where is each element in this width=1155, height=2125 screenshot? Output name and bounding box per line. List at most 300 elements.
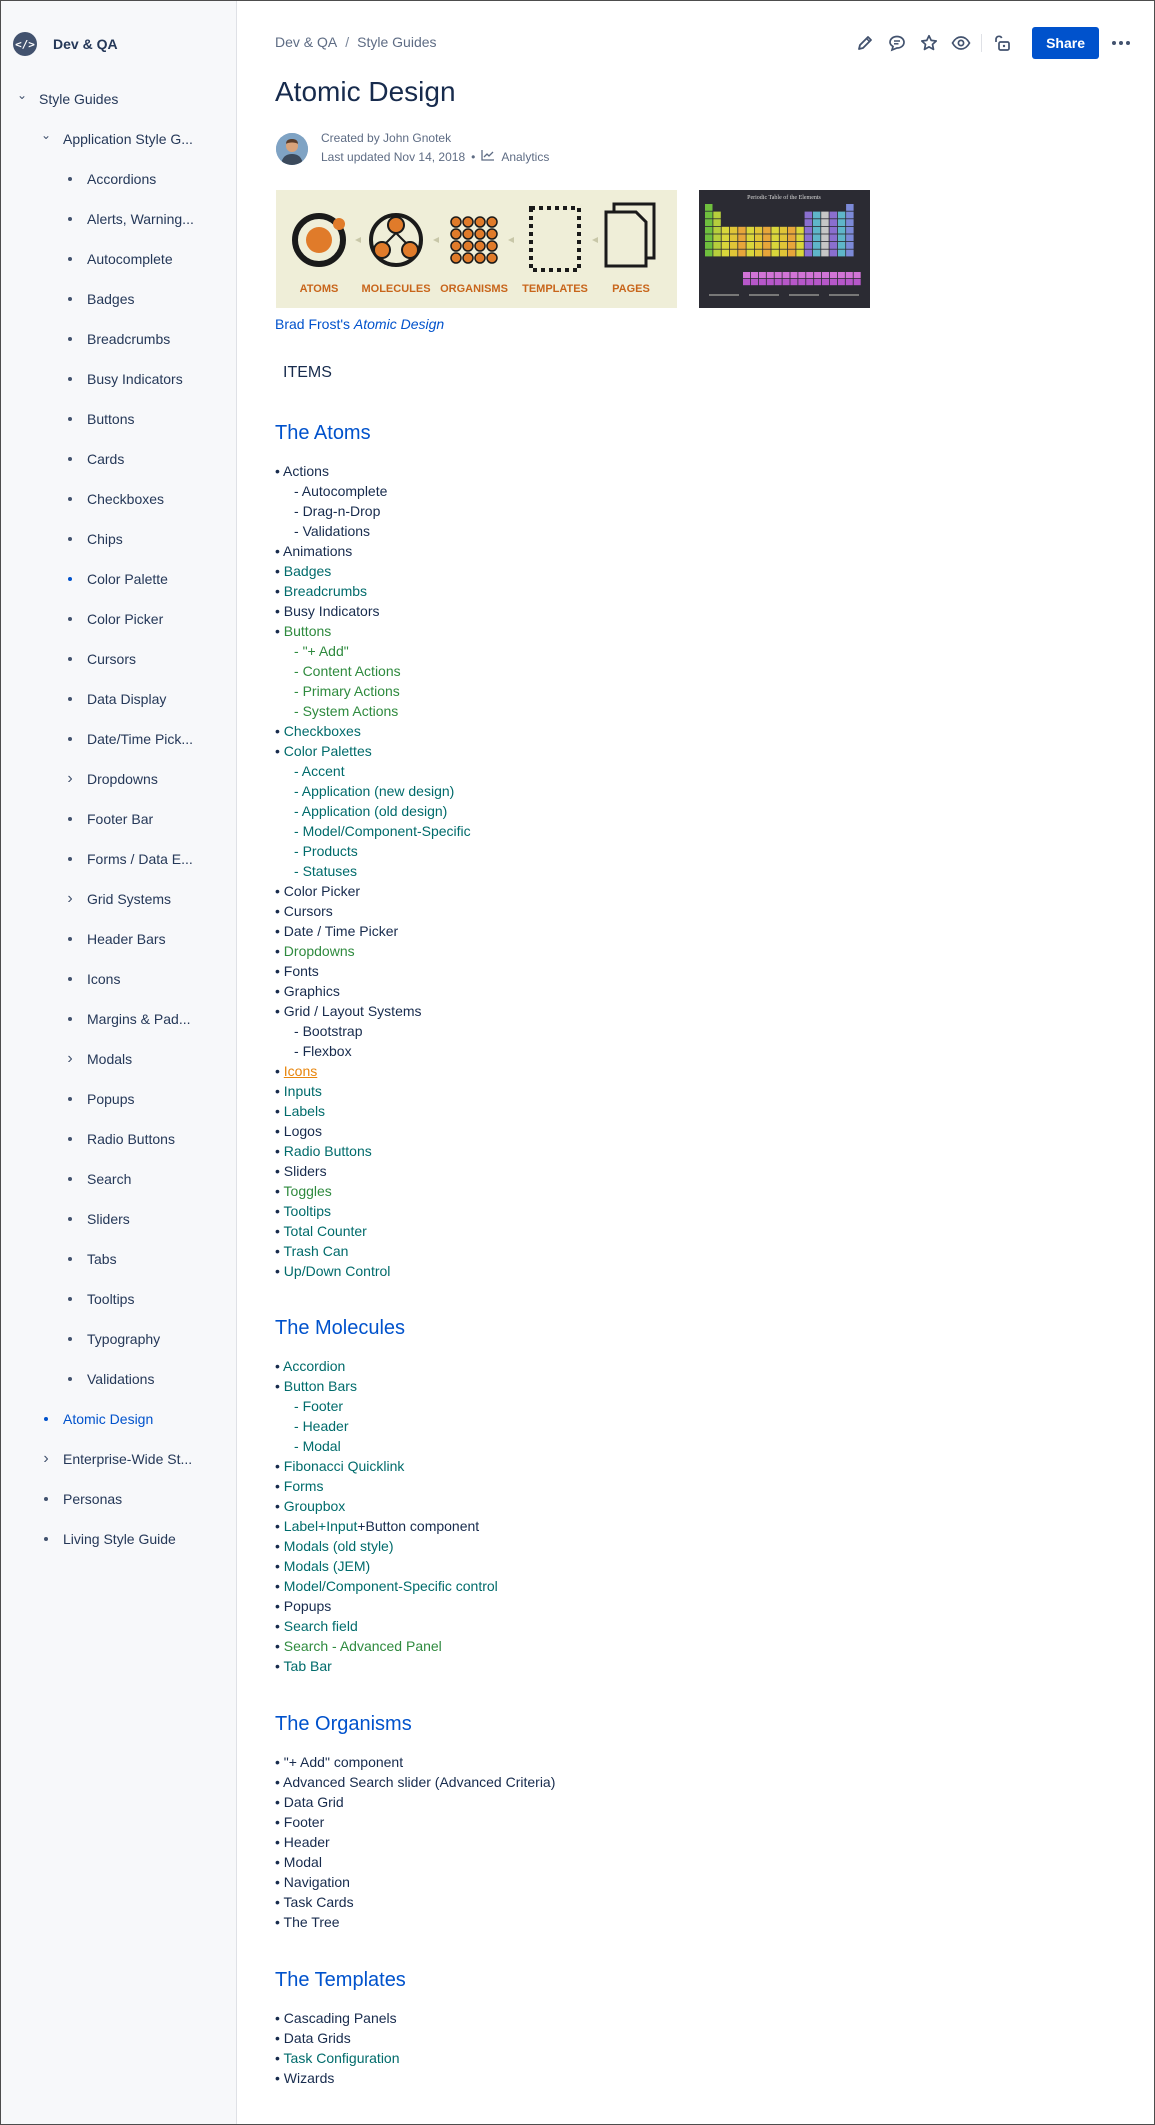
bullet-icon <box>63 817 77 821</box>
sidebar-item-label: Personas <box>63 1491 123 1507</box>
periodic-cell <box>854 272 861 278</box>
section-heading: The Organisms <box>275 1713 412 1735</box>
periodic-cell <box>830 234 838 241</box>
list-item <box>275 1516 479 1536</box>
bullet-icon <box>63 1177 77 1181</box>
list-item <box>275 1221 367 1241</box>
sidebar-item[interactable] <box>63 207 194 231</box>
bullet-marker: • <box>275 1123 284 1139</box>
list-item-text[interactable]: Color Palettes <box>283 743 372 759</box>
periodic-cell <box>854 279 861 285</box>
sidebar-item-label: Grid Systems <box>87 891 172 907</box>
list-item <box>275 1201 331 1221</box>
periodic-cell <box>838 250 846 257</box>
list-item-text[interactable]: Products <box>302 843 358 859</box>
bullet-icon <box>63 297 77 301</box>
restrictions-icon[interactable] <box>986 27 1018 59</box>
periodic-cell <box>830 219 838 226</box>
periodic-cell <box>830 250 838 257</box>
list-item <box>275 921 398 941</box>
bullet-marker: • <box>275 1003 284 1019</box>
bullet-marker: • <box>275 1794 284 1810</box>
periodic-cell <box>830 212 838 219</box>
list-item-text: Busy Indicators <box>283 603 380 619</box>
periodic-cell <box>822 272 829 278</box>
periodic-cell <box>755 234 763 241</box>
list-item-text[interactable]: Tab Bar <box>283 1658 332 1674</box>
list-item-text[interactable]: Groupbox <box>283 1498 346 1514</box>
list-item-text[interactable]: Radio Buttons <box>283 1143 372 1159</box>
bullet-icon <box>63 337 77 341</box>
periodic-cell <box>771 234 779 241</box>
image-label-pages: PAGES <box>612 283 650 295</box>
bullet-icon <box>63 1377 77 1381</box>
sidebar-item[interactable] <box>63 327 170 351</box>
periodic-cell <box>814 279 821 285</box>
chevron-right-icon[interactable]: › <box>67 1050 73 1067</box>
created-by: Created by John Gnotek <box>321 131 452 145</box>
periodic-cell <box>796 242 804 249</box>
caption-emphasis: Atomic Design <box>353 316 445 332</box>
list-item <box>275 2068 334 2088</box>
sidebar-item-label: Validations <box>87 1371 155 1387</box>
list-item-text[interactable]: Checkboxes <box>283 723 361 739</box>
sub-list-item <box>275 661 401 681</box>
last-updated[interactable]: Last updated Nov 14, 2018 <box>321 149 466 164</box>
sidebar-item[interactable] <box>63 607 163 631</box>
list-item-text[interactable]: Content Actions <box>302 663 401 679</box>
list-item-text[interactable]: Accordion <box>283 1358 346 1374</box>
sidebar-item[interactable] <box>39 1407 153 1431</box>
sidebar-item[interactable] <box>63 1287 134 1311</box>
bullet-marker: - <box>294 483 302 499</box>
list-item <box>275 2028 351 2048</box>
sidebar-item[interactable] <box>63 887 171 911</box>
list-item-text[interactable]: Modals (JEM) <box>283 1558 371 1574</box>
bullet-marker: • <box>275 723 284 739</box>
periodic-cell <box>806 272 813 278</box>
star-icon[interactable] <box>913 27 945 59</box>
sidebar-item-label: Forms / Data E... <box>87 851 193 867</box>
periodic-cell <box>747 227 755 234</box>
list-item-text[interactable]: Total Counter <box>283 1223 367 1239</box>
sidebar-item-label: Accordions <box>87 171 157 187</box>
bullet-icon <box>39 1497 53 1501</box>
sidebar-item[interactable] <box>63 1127 175 1151</box>
sidebar-item-label: Dropdowns <box>87 771 158 787</box>
sidebar-item[interactable] <box>63 1327 160 1351</box>
bullet-marker: • <box>275 1854 284 1870</box>
bullet-marker: - <box>294 1418 303 1434</box>
bullet-icon <box>63 1097 77 1101</box>
periodic-cell <box>830 242 838 249</box>
list-item <box>275 1161 327 1181</box>
periodic-cell <box>798 279 805 285</box>
list-item-text[interactable]: Toggles <box>283 1183 332 1199</box>
avatar[interactable] <box>276 133 308 165</box>
bullet-marker: • <box>275 1558 284 1574</box>
periodic-cell <box>771 250 779 257</box>
periodic-cell <box>705 219 713 226</box>
list-item <box>275 1101 325 1121</box>
sidebar-item-label: Alerts, Warning... <box>87 211 194 227</box>
sidebar-item[interactable] <box>63 687 166 711</box>
bullet-icon <box>63 1337 77 1341</box>
list-item <box>275 1456 404 1476</box>
bullet-marker: • <box>275 1263 284 1279</box>
list-item-text[interactable]: "+ Add" <box>302 643 349 659</box>
sidebar-item-label: Footer Bar <box>87 811 154 827</box>
list-item <box>275 981 340 1001</box>
image-label-molecules: MOLECULES <box>361 283 431 295</box>
section-heading: The Atoms <box>275 422 371 444</box>
bullet-marker: • <box>275 623 284 639</box>
periodic-cell <box>805 219 813 226</box>
periodic-cell <box>738 227 746 234</box>
sidebar-item[interactable] <box>63 1247 117 1271</box>
periodic-cell <box>759 272 766 278</box>
bullet-marker: • <box>275 1658 284 1674</box>
sidebar-item[interactable] <box>63 1047 132 1071</box>
periodic-table-image[interactable] <box>699 190 870 308</box>
sidebar-item[interactable] <box>63 727 193 751</box>
bullet-marker: • <box>275 2050 284 2066</box>
list-item-text: Cascading Panels <box>283 2010 397 2026</box>
periodic-cell <box>798 272 805 278</box>
sidebar-item-label: Radio Buttons <box>87 1131 175 1147</box>
periodic-cell <box>846 250 854 257</box>
periodic-cell <box>722 250 730 257</box>
sidebar-item-label: Buttons <box>87 411 135 427</box>
sidebar-item[interactable] <box>63 407 134 431</box>
list-item-text: Autocomplete <box>301 483 388 499</box>
sidebar-item[interactable] <box>63 287 134 311</box>
sidebar-item[interactable] <box>15 87 118 111</box>
byline-meta <box>321 149 549 164</box>
list-item-text[interactable]: Label+Input <box>283 1518 358 1534</box>
list-item-text[interactable]: Modal <box>302 1438 341 1454</box>
periodic-cell <box>790 279 797 285</box>
list-item-text[interactable]: Modals (old style) <box>283 1538 394 1554</box>
caption-text: Brad Frost's <box>275 316 354 332</box>
list-item <box>275 1261 390 1281</box>
sidebar-item-label: Header Bars <box>87 931 166 947</box>
periodic-cell <box>846 204 854 211</box>
breadcrumb-item[interactable]: Style Guides <box>357 34 437 50</box>
periodic-cell <box>783 279 790 285</box>
sidebar-item[interactable] <box>63 487 164 511</box>
list-item-text[interactable]: Statuses <box>302 863 358 879</box>
list-item-text[interactable]: Fibonacci Quicklink <box>283 1458 405 1474</box>
sidebar-item[interactable] <box>63 1367 154 1391</box>
bullet-marker: • <box>275 1598 284 1614</box>
bullet-marker: • <box>275 1083 284 1099</box>
list-item-text[interactable]: Accent <box>301 763 345 779</box>
bullet-marker: • <box>275 1163 284 1179</box>
periodic-cell <box>821 250 829 257</box>
periodic-cell <box>730 242 738 249</box>
list-item <box>275 741 372 761</box>
sidebar-item[interactable] <box>39 1487 122 1511</box>
bullet-marker: • <box>275 1498 284 1514</box>
list-item <box>275 1892 354 1912</box>
bullet-marker: • <box>275 1618 284 1634</box>
list-item-text[interactable]: Application (new design) <box>301 783 455 799</box>
periodic-cell <box>780 242 788 249</box>
sub-list-item <box>275 521 370 541</box>
list-item <box>275 1001 422 1021</box>
periodic-cell <box>788 227 796 234</box>
list-item <box>275 1852 322 1872</box>
sidebar-item-label: Sliders <box>87 1211 130 1227</box>
list-item-text[interactable]: Dropdowns <box>283 943 355 959</box>
bullet-marker: • <box>275 1243 284 1259</box>
sub-list-item <box>275 801 447 821</box>
breadcrumb-item[interactable]: Dev & QA <box>275 34 338 50</box>
periodic-cell <box>790 272 797 278</box>
list-item <box>275 1636 442 1656</box>
periodic-cell <box>763 227 771 234</box>
bullet-marker: - <box>294 683 303 699</box>
sidebar-item-label: Tooltips <box>87 1291 135 1307</box>
periodic-cell <box>730 227 738 234</box>
bullet-icon <box>63 497 77 501</box>
bullet-marker: • <box>275 1478 284 1494</box>
more-icon[interactable] <box>1105 27 1137 59</box>
list-item <box>275 1376 357 1396</box>
bullet-marker: - <box>294 523 303 539</box>
periodic-cell <box>730 234 738 241</box>
image-caption[interactable] <box>275 316 444 332</box>
periodic-cell <box>788 234 796 241</box>
sidebar-item[interactable] <box>63 1087 134 1111</box>
periodic-cell <box>763 250 771 257</box>
list-item-text[interactable]: Application (old design) <box>301 803 448 819</box>
periodic-cell <box>796 227 804 234</box>
bullet-marker: • <box>275 1143 284 1159</box>
sidebar-item-label: Popups <box>87 1091 135 1107</box>
periodic-cell <box>813 212 821 219</box>
bullet-icon <box>63 977 77 981</box>
periodic-cell <box>713 219 721 226</box>
sidebar-item[interactable] <box>63 1167 131 1191</box>
list-item <box>275 1832 330 1852</box>
chevron-down-icon[interactable]: ⌄ <box>40 128 52 142</box>
list-item-text: Navigation <box>283 1874 350 1890</box>
periodic-legend <box>709 294 739 296</box>
periodic-cell <box>705 250 713 257</box>
periodic-legend <box>749 294 779 296</box>
list-item <box>275 1812 324 1832</box>
bullet-icon <box>63 1257 77 1261</box>
bullet-marker: - <box>294 663 303 679</box>
list-item <box>275 1616 358 1636</box>
sidebar-item[interactable] <box>63 1207 130 1231</box>
list-item <box>275 1536 394 1556</box>
periodic-cell <box>838 279 845 285</box>
bullet-marker: • <box>275 1063 284 1079</box>
list-item-text: Sliders <box>283 1163 327 1179</box>
periodic-cell <box>775 279 782 285</box>
sidebar-item[interactable] <box>63 847 193 871</box>
list-item-text[interactable]: Header <box>302 1418 349 1434</box>
bullet-marker: • <box>275 1223 284 1239</box>
sidebar-item[interactable] <box>63 367 183 391</box>
bullet-marker: • <box>275 1834 284 1850</box>
periodic-cell <box>713 242 721 249</box>
periodic-title: Periodic Table of the Elements <box>747 195 821 201</box>
sub-list-item <box>275 501 380 521</box>
list-item-text[interactable]: System Actions <box>302 703 399 719</box>
list-item-text: Popups <box>283 1598 332 1614</box>
periodic-cell <box>821 234 829 241</box>
sidebar-item[interactable] <box>63 647 136 671</box>
chevron-right-icon[interactable]: › <box>43 1450 49 1467</box>
sidebar-item[interactable] <box>63 967 120 991</box>
sidebar-item[interactable] <box>63 447 124 471</box>
periodic-cell <box>805 250 813 257</box>
sidebar-item[interactable] <box>39 127 193 151</box>
list-item-text[interactable]: Model/Component-Specific control <box>283 1578 498 1594</box>
list-item-text[interactable]: Breadcrumbs <box>283 583 368 599</box>
periodic-cell <box>743 279 750 285</box>
sidebar-item-label: Margins & Pad... <box>87 1011 191 1027</box>
bullet-icon <box>63 1297 77 1301</box>
sub-list-item <box>275 761 345 781</box>
list-item-text[interactable]: Icons <box>283 1063 318 1079</box>
periodic-cell <box>775 272 782 278</box>
edit-icon[interactable] <box>849 27 881 59</box>
list-item <box>275 461 329 481</box>
bullet-marker: - <box>294 1023 303 1039</box>
periodic-cell <box>822 279 829 285</box>
list-item-text[interactable]: Badges <box>283 563 332 579</box>
space-header[interactable] <box>13 31 118 57</box>
chevron-right-icon[interactable]: › <box>67 890 73 907</box>
bullet-marker: - <box>294 803 302 819</box>
periodic-cell <box>830 279 837 285</box>
list-item <box>275 1556 370 1576</box>
list-item-text[interactable]: Labels <box>283 1103 326 1119</box>
periodic-cell <box>796 234 804 241</box>
sidebar-item[interactable] <box>39 1447 192 1471</box>
list-item-text[interactable]: Search - Advanced Panel <box>283 1638 442 1654</box>
sidebar-item-label: Chips <box>87 531 123 547</box>
list-item-text: Task Cards <box>283 1894 354 1910</box>
sidebar-item[interactable] <box>63 567 168 591</box>
sub-list-item <box>275 861 357 881</box>
list-item-text[interactable]: Model/Component-Specific <box>302 823 471 839</box>
periodic-cell <box>838 212 846 219</box>
bullet-marker: • <box>275 1378 284 1394</box>
sub-list-item <box>275 481 387 501</box>
list-item-text[interactable]: Trash Can <box>283 1243 349 1259</box>
bullet-marker: • <box>275 1814 284 1830</box>
periodic-cell <box>751 279 758 285</box>
space-name[interactable]: Dev & QA <box>53 36 118 52</box>
list-item <box>275 561 331 581</box>
periodic-cell <box>805 242 813 249</box>
periodic-cell <box>821 212 829 219</box>
list-item-text[interactable]: Button Bars <box>283 1378 357 1394</box>
list-item-text[interactable]: Tooltips <box>283 1203 332 1219</box>
comment-icon[interactable] <box>881 27 913 59</box>
periodic-cell <box>713 234 721 241</box>
bullet-marker: • <box>275 963 284 979</box>
sidebar <box>1 1 237 2124</box>
bullet-icon <box>63 1017 77 1021</box>
sidebar-item-label: Enterprise-Wide St... <box>63 1451 193 1467</box>
bullet-marker: - <box>294 503 303 519</box>
periodic-cell <box>722 227 730 234</box>
sidebar-item[interactable] <box>63 247 173 271</box>
periodic-legend <box>829 294 859 296</box>
periodic-cell <box>705 204 713 211</box>
list-item-text[interactable]: Footer <box>302 1398 344 1414</box>
analytics-link[interactable]: Analytics <box>501 149 550 164</box>
periodic-cell <box>846 212 854 219</box>
bullet-marker: - <box>294 763 302 779</box>
list-item-text[interactable]: Task Configuration <box>283 2050 400 2066</box>
list-item-text[interactable]: Search field <box>283 1618 358 1634</box>
periodic-cell <box>705 234 713 241</box>
periodic-cell <box>767 279 774 285</box>
watch-icon[interactable] <box>945 27 977 59</box>
list-item-text[interactable]: Buttons <box>283 623 332 639</box>
sidebar-item[interactable] <box>63 807 153 831</box>
bullet-icon <box>63 537 77 541</box>
bullet-marker: - <box>294 1398 303 1414</box>
periodic-cell <box>767 272 774 278</box>
sidebar-item-label: Search <box>87 1171 132 1187</box>
sidebar-item[interactable] <box>63 927 166 951</box>
sub-list-item <box>275 701 398 721</box>
analytics-icon <box>481 149 495 164</box>
list-item-text[interactable]: Forms <box>283 1478 324 1494</box>
chevron-right-icon[interactable]: › <box>67 770 73 787</box>
atomic-design-image[interactable] <box>276 190 677 308</box>
list-item <box>275 2008 397 2028</box>
share-button[interactable]: Share <box>1032 27 1099 59</box>
chevron-down-icon[interactable]: ⌄ <box>16 88 28 102</box>
list-item <box>275 1772 555 1792</box>
sidebar-item-label: Color Palette <box>87 571 168 587</box>
bullet-icon <box>63 417 77 421</box>
periodic-cell <box>738 234 746 241</box>
list-item-text: The Tree <box>283 1914 340 1930</box>
periodic-cell <box>705 212 713 219</box>
periodic-cell <box>813 227 821 234</box>
periodic-cell <box>838 242 846 249</box>
bullet-marker: - <box>294 1438 303 1454</box>
bullet-icon <box>63 697 77 701</box>
sidebar-item-label: Cards <box>87 451 125 467</box>
sidebar-item[interactable] <box>63 1007 191 1031</box>
sidebar-item[interactable] <box>63 527 123 551</box>
list-item-text[interactable]: Up/Down Control <box>283 1263 391 1279</box>
periodic-cell <box>783 272 790 278</box>
sidebar-item[interactable] <box>63 767 158 791</box>
list-item <box>275 1181 332 1201</box>
bullet-marker: • <box>275 1874 284 1890</box>
list-item <box>275 961 319 981</box>
sidebar-item[interactable] <box>63 167 156 191</box>
list-item-text[interactable]: Inputs <box>283 1083 322 1099</box>
list-item-text: "+ Add" component <box>283 1754 404 1770</box>
list-item-text[interactable]: Primary Actions <box>302 683 400 699</box>
periodic-cell <box>730 250 738 257</box>
sidebar-item[interactable] <box>39 1527 176 1551</box>
